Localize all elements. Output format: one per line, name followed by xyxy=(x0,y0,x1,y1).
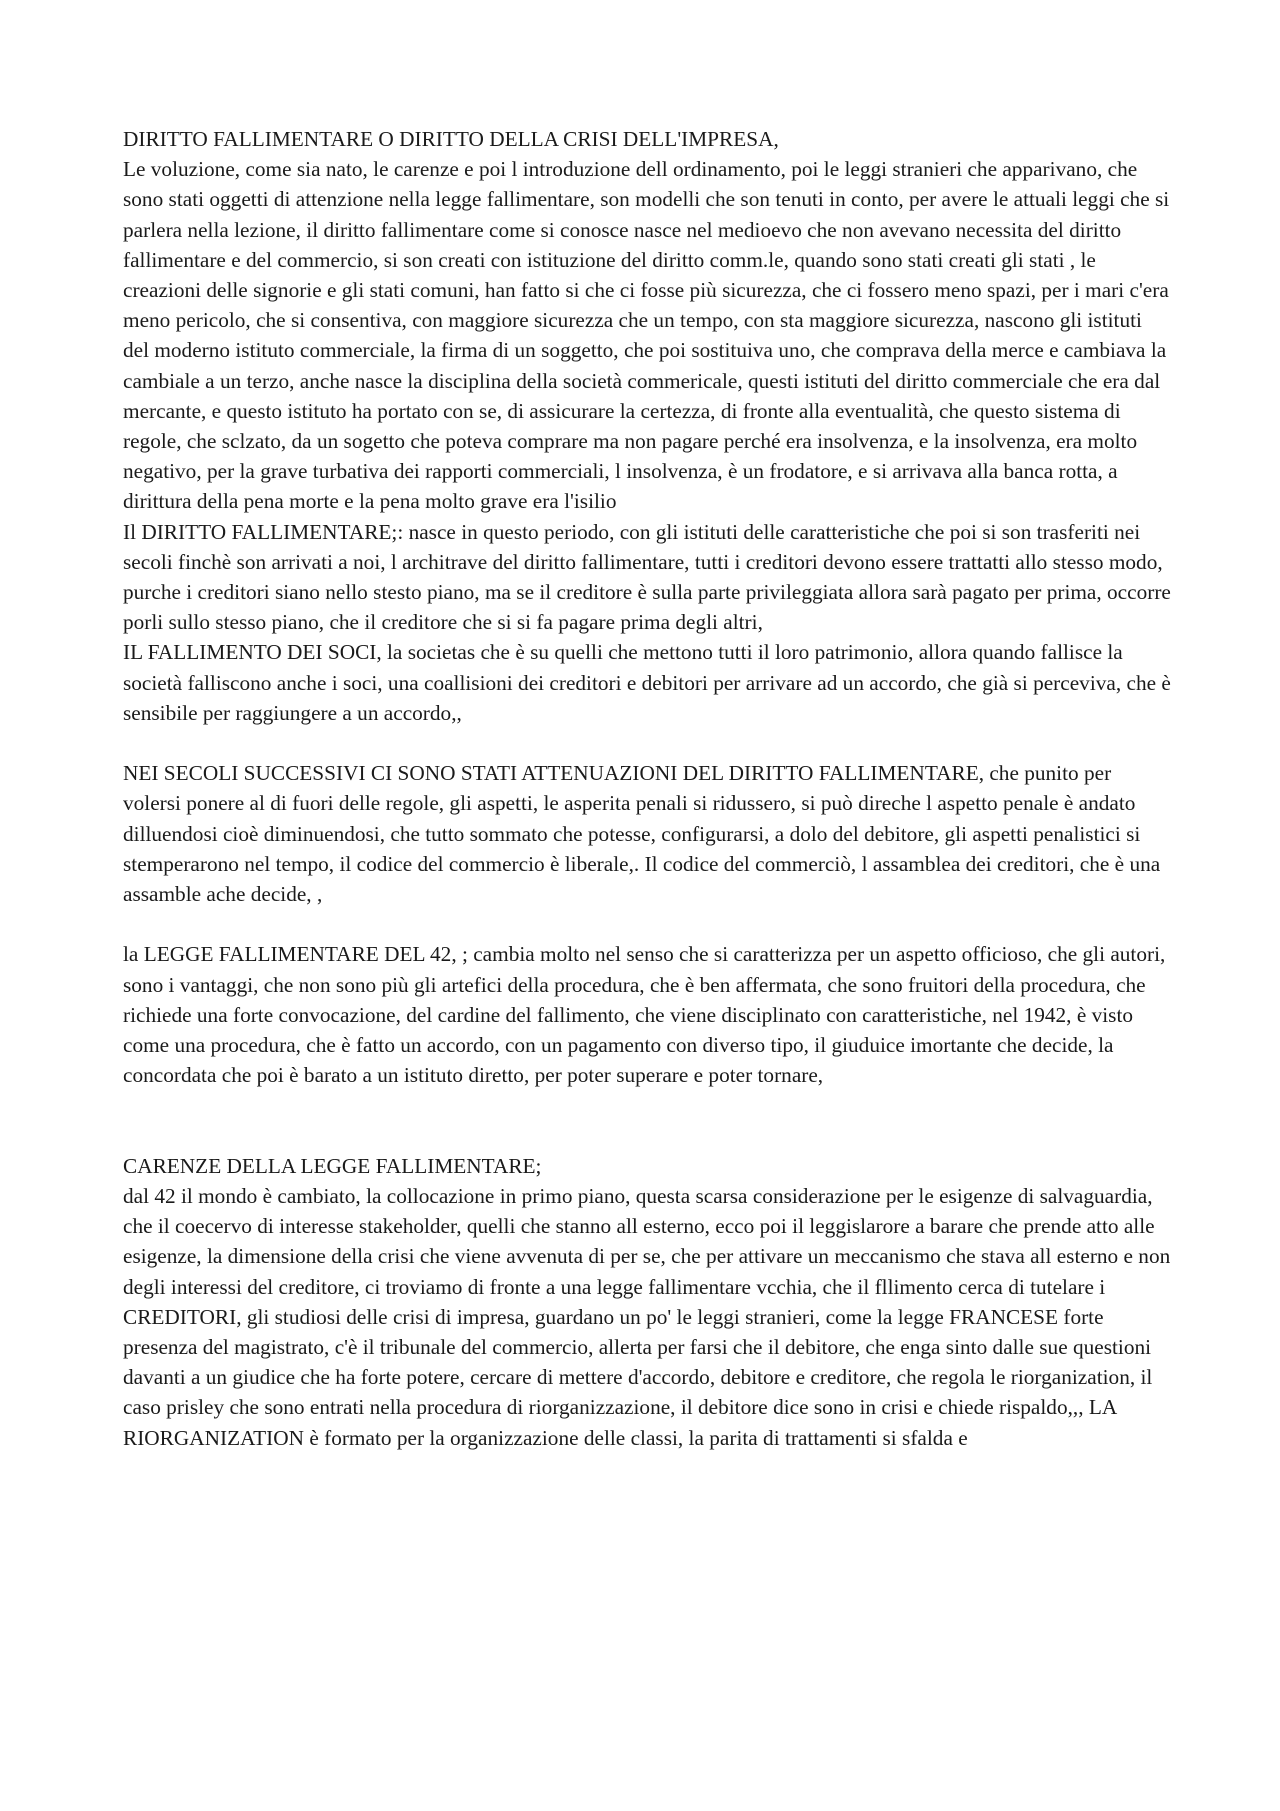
document-title: DIRITTO FALLIMENTARE O DIRITTO DELLA CRISI DELL'IMPRESA, xyxy=(123,127,779,151)
paragraph-carenze: dal 42 il mondo è cambiato, la collocazione in primo piano, questa scarsa considerazione per le esigenze di salvaguardia, che il coecervo di interesse stakeholder, quelli che stanno all esterno, ecco poi il leggislarore a barare che prende atto alle esigenze, la dimensione della crisi che viene avvenuta di per se, che per attivare un meccanismo che stava all esterno e non degli interessi del creditore, ci troviamo di fronte a una legge fallimentare vcchia, che il fllimento cerca di tutelare i CREDITORI, gli studiosi delle crisi di impresa, guardano un po' le leggi stranieri, come la legge FRANCESE forte presenza del magistrato, c'è il tribunale del commercio, allerta per farsi che il debitore, che enga sinto dalle sue questioni davanti a un giudice che ha forte potere, cercare di mettere d'accordo, debitore e creditore, che regola le riorganization, il caso prisley che sono entrati nella procedura di riorganizzazione, il debitore dice sono in crisi e chiede rispaldo,,, LA RIORGANIZATION è formato per la organizzazione delle classi, la parita di trattamenti si sfalda e xyxy=(123,1184,1171,1450)
paragraph-spacer xyxy=(123,1090,1173,1150)
paragraph-secoli-successivi: NEI SECOLI SUCCESSIVI CI SONO STATI ATTENUAZIONI DEL DIRITTO FALLIMENTARE, che punito per volersi ponere al di fuori delle regole, gli aspetti, le asperita penali si ridussero, si può direche l aspetto penale è andato dilluendosi cioè diminuendosi, che tutto sommato che potesse, configurarsi, a dolo del debitore, gli aspetti penalistici si stemperarono nel tempo, il codice del commercio è liberale,. Il codice del commerciò, l assamblea dei creditori, che è una assamble ache decide, , xyxy=(123,761,1161,907)
section-heading-carenze: CARENZE DELLA LEGGE FALLIMENTARE; xyxy=(123,1153,542,1178)
paragraph-diritto-fallimentare: Il DIRITTO FALLIMENTARE;: nasce in questo periodo, con gli istituti delle caratteristiche che poi si son trasferiti nei secoli finchè son arrivati a noi, l architrave del diritto fallimentare, tutti i creditori devono essere trattatti allo stesso modo, purche i creditori siano nello stesto piano, ma se il creditore è sulla parte privileggiata allora sarà pagato per prima, occorre porli sullo stesso piano, che il creditore che si si fa pagare prima degli altri, xyxy=(123,519,1171,635)
document-body xyxy=(123,124,1173,1453)
paragraph-legge-42: la LEGGE FALLIMENTARE DEL 42, ; cambia molto nel senso che si caratterizza per un aspetto officioso, che gli autori, sono i vantaggi, che non sono più gli artefici della procedura, che è ben affermata, che sono fruitori della procedura, che richiede una forte convocazione, del cardine del fallimento, che viene disciplinato con caratteristiche, nel 1942, è visto come una procedura, che è fatto un accordo, con un pagamento con diverso tipo, il giuduice imortante che decide, la concordata che poi è barato a un istituto diretto, per poter superare e poter tornare, xyxy=(123,942,1166,1088)
paragraph-fallimento-soci: IL FALLIMENTO DEI SOCI, la societas che è su quelli che mettono tutti il loro patrimonio, allora quando fallisce la società falliscono anche i soci, una coallisioni dei creditori e debitori per arrivare ad un accordo, che già si perceviva, che è sensibile per raggiungere a un accordo,, xyxy=(123,640,1171,725)
paragraph-spacer xyxy=(123,728,1173,758)
paragraph-spacer xyxy=(123,909,1173,939)
paragraph-introduction: Le voluzione, come sia nato, le carenze e poi l introduzione dell ordinamento, poi le leggi stranieri che apparivano, che sono stati oggetti di attenzione nella legge fallimentare, son modelli che son tenuti in conto, per avere le attuali leggi che si parlera nella lezione, il diritto fallimentare come si conosce nasce nel medioevo che non avevano necessita del diritto fallimentare e del commercio, si son creati con istituzione del diritto comm.le, quando sono stati creati gli stati , le creazioni delle signorie e gli stati comuni, han fatto si che ci fosse più sicurezza, che ci fossero meno spazi, per i mari c'era meno pericolo, che si consentiva, con maggiore sicurezza che un tempo, con sta maggiore sicurezza, nascono gli istituti del moderno istituto commerciale, la firma di un soggetto, che poi sostituiva uno, che comprava della merce e cambiava la cambiale a un terzo, anche nasce la disciplina della società commericale, questi istituti del diritto commerciale che era dal mercante, e questo istituto ha portato con se, di assicurare la certezza, di fronte alla eventualità, che questo sistema di regole, che sclzato, da un sogetto che poteva comprare ma non pagare perché era insolvenza, e la insolvenza, era molto negativo, per la grave turbativa dei rapporti commerciali, l insolvenza, è un frodatore, e si arrivava alla banca rotta, a dirittura della pena morte e la pena molto grave era l'isilio xyxy=(123,157,1170,514)
